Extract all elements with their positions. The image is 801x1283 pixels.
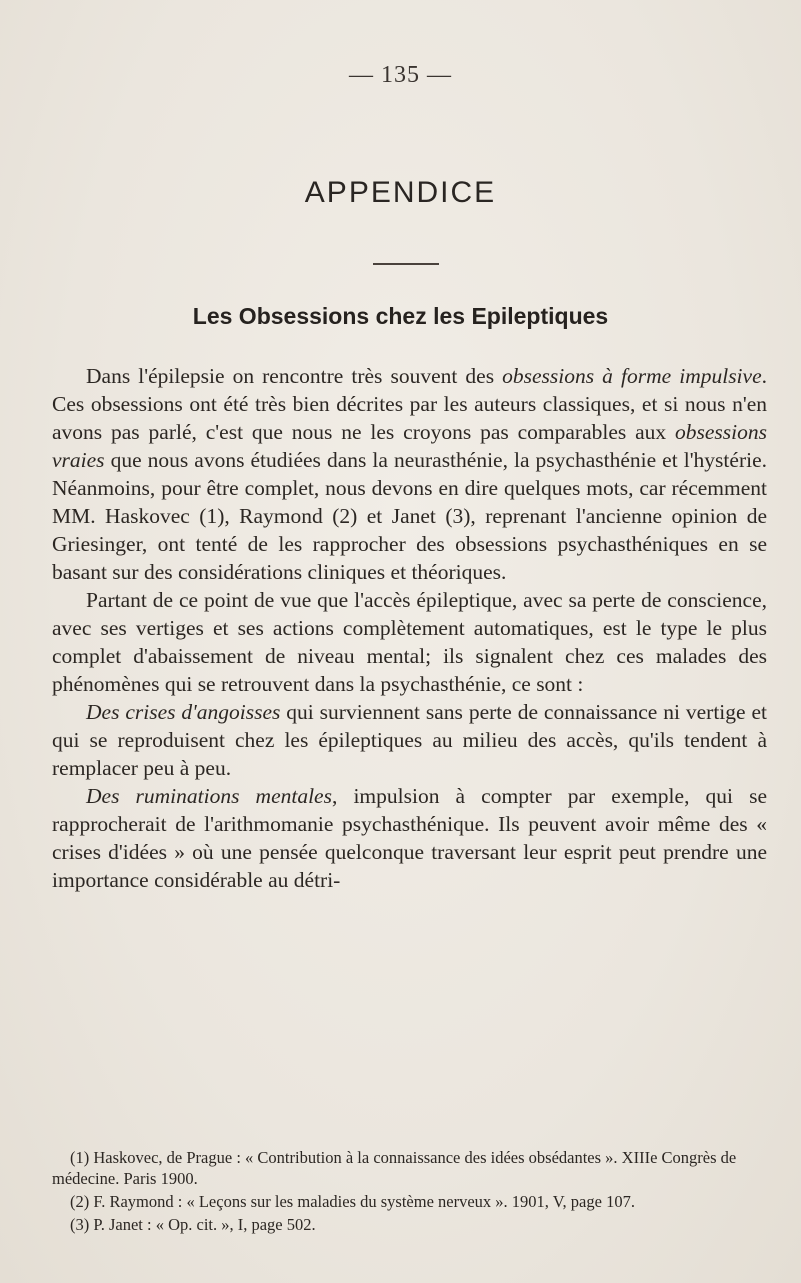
paragraph-1-italic-d: obsessions vraies (52, 420, 767, 472)
section-title: Les Obsessions chez les Epileptiques (192, 303, 609, 329)
paragraph-1-italic-b: obsessions à forme impulsive (502, 364, 762, 388)
paragraph-1 (52, 362, 767, 586)
paragraph-1-text-e: que nous avons étudiées dans la neurasthénie, la psychasthénie et l'hystérie. Néanmoins, pour être complet, nous devons en dire quelques mots, car récemment MM. Haskovec (1), Raymond (2) et Janet (3), reprenant l'ancienne opinion de Griesinger, ont tenté de les rapprocher des obsessions psychasthéniques en se basant sur des considérations cliniques et théoriques. (52, 448, 767, 584)
title-divider (373, 263, 439, 265)
paragraph-1-text-a: Dans l'épilepsie on rencontre très souvent des (86, 364, 503, 388)
paragraph-3-italic-a: Des crises d'angoisses (86, 700, 281, 724)
paragraph-1-text-c: . Ces obsessions ont été très bien décrites par les auteurs classiques, et si nous n'en avons pas parlé, c'est que nous ne les croyons pas comparables aux (52, 364, 767, 444)
body-text (52, 362, 767, 894)
footnote-1: (1) Haskovec, de Prague : « Contribution à la connaissance des idées obsédantes ». XIIIe Congrès de médecine. Paris 1900. (52, 1148, 737, 1188)
paragraph-3 (52, 698, 767, 782)
paragraph-4 (52, 782, 767, 894)
footnotes (52, 1147, 772, 1237)
appendix-title: APPENDICE (304, 176, 497, 209)
footnote-2: (2) F. Raymond : « Leçons sur les maladies du système nerveux ». 1901, V, page 107. (70, 1192, 635, 1211)
page-number: — 135 — (349, 62, 452, 88)
paragraph-4-text-b: , impulsion à compter par exemple, qui se rapprocherait de l'arithmomanie psychasthénique. Ils peuvent avoir même des « crises d'idées » où une pensée quelconque traversant leur esprit peut prendre une importance considérable au détri- (52, 784, 768, 892)
paragraph-3-text-b: qui surviennent sans perte de connaissance ni vertige et qui se reproduisent chez les épileptiques au milieu des accès, qu'ils tendent à remplacer peu à peu. (52, 700, 767, 780)
paragraph-2: Partant de ce point de vue que l'accès épileptique, avec sa perte de conscience, avec ses vertiges et ses actions complètement automatiques, est le type le plus complet d'abaissement de niveau mental; ils signalent chez ces malades des phénomènes qui se retrouvent dans la psychasthénie, ce sont : (52, 588, 767, 696)
footnote-3: (3) P. Janet : « Op. cit. », I, page 502. (70, 1215, 316, 1234)
paragraph-4-italic-a: Des ruminations mentales (86, 784, 332, 808)
